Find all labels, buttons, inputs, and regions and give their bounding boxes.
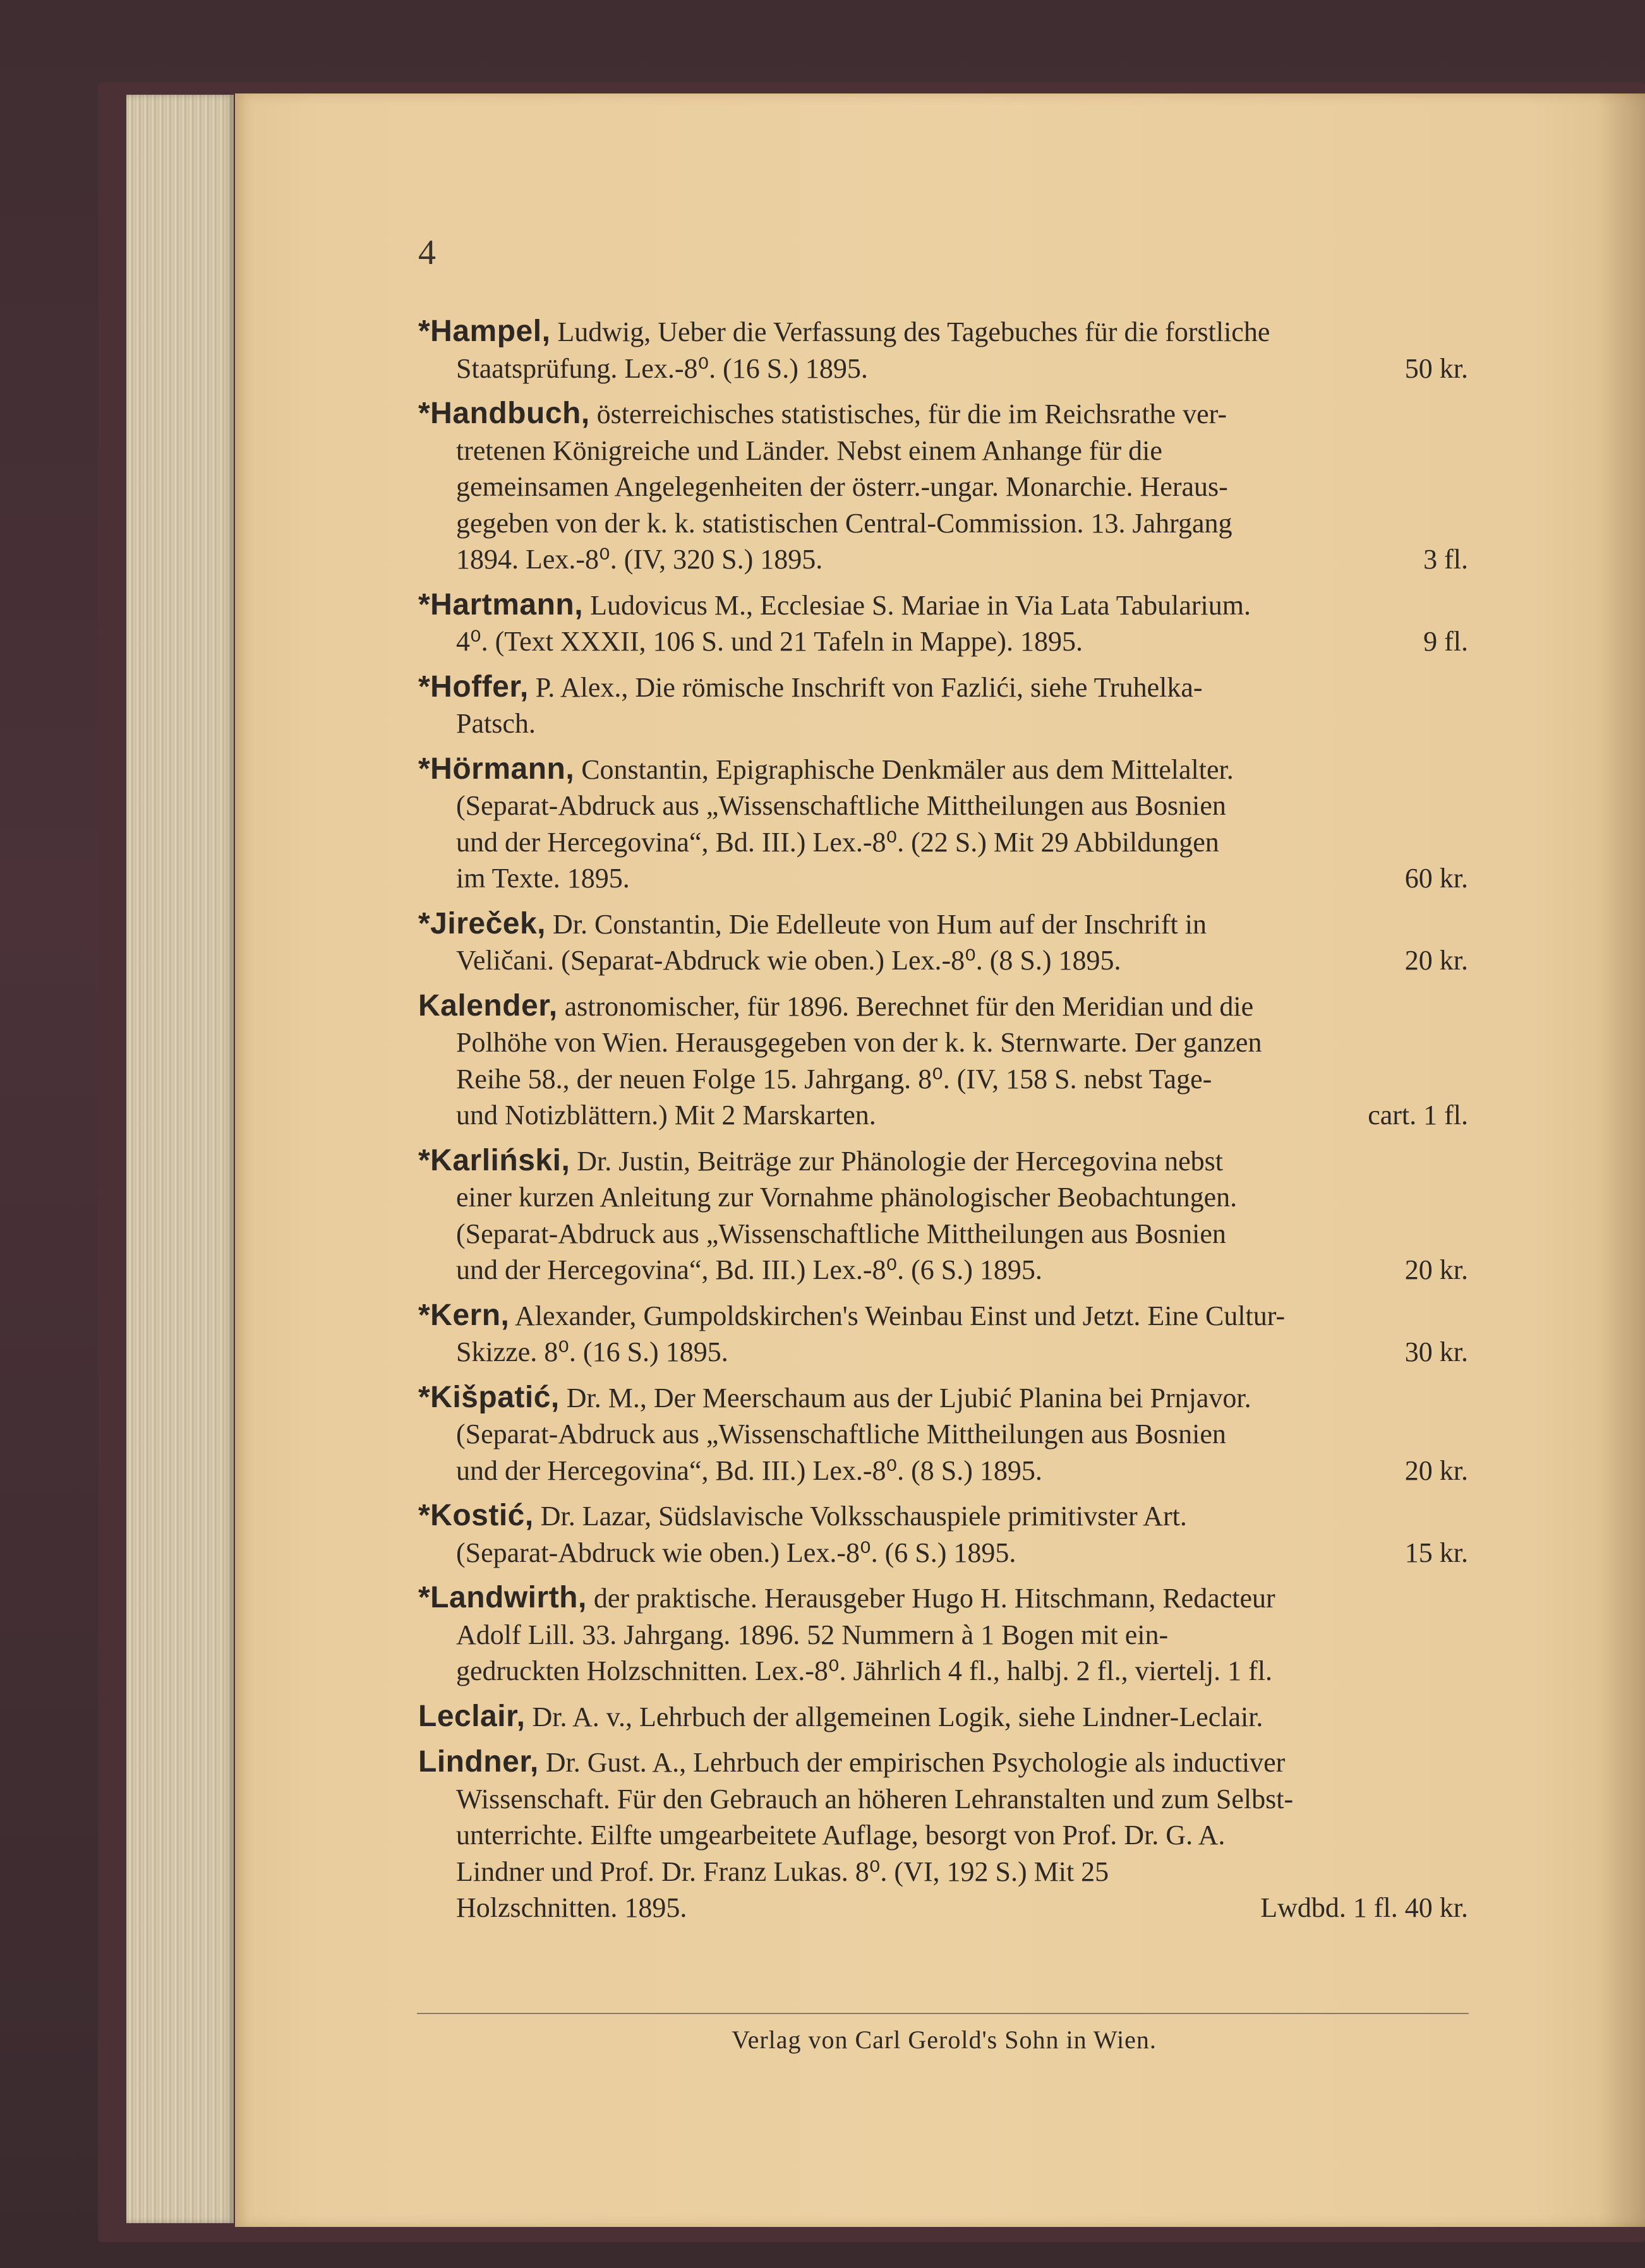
entry-line xyxy=(418,1535,1468,1571)
entry-text: gedruckten Holzschnitten. Lex.-8⁰. Jährlich 4 fl., halbj. 2 fl., viertelj. 1 fl. xyxy=(456,1655,1273,1686)
entry-text: Staatsprüfung. Lex.-8⁰. (16 S.) 1895. xyxy=(456,352,868,384)
entry-price: 60 kr. xyxy=(1404,863,1468,894)
entry-text: Dr. M., Der Meerschaum aus der Ljubić Planina bei Prnjavor. xyxy=(566,1382,1251,1413)
entry-line xyxy=(418,1143,1468,1180)
entry-price: 20 kr. xyxy=(1404,1254,1468,1285)
entry-text: und der Hercegovina“, Bd. III.) Lex.-8⁰. (22 S.) Mit 29 Abbildungen xyxy=(456,826,1219,858)
entry-text: der praktische. Herausgeber Hugo H. Hitschmann, Redacteur xyxy=(593,1583,1275,1614)
entry-price: 9 fl. xyxy=(1423,626,1468,657)
catalog-entry xyxy=(418,669,1468,742)
entry-text: Ludwig, Ueber die Verfassung des Tagebuches für die forstliche xyxy=(557,316,1270,347)
entry-text: Polhöhe von Wien. Herausgegeben von der k. k. Sternwarte. Der ganzen xyxy=(456,1027,1262,1058)
entry-line xyxy=(418,1179,1468,1216)
entry-line xyxy=(418,988,1468,1025)
entry-line xyxy=(418,1497,1468,1535)
catalog-entry xyxy=(418,587,1468,660)
entry-price: 50 kr. xyxy=(1404,352,1468,384)
catalog-entry xyxy=(418,1297,1468,1371)
entry-line xyxy=(418,1297,1468,1335)
entry-text: Dr. Justin, Beiträge zur Phänologie der Hercegovina nebst xyxy=(577,1145,1224,1177)
page-fold-shadow xyxy=(1598,93,1645,2227)
footer-divider xyxy=(417,2013,1469,2014)
entry-line xyxy=(418,1061,1468,1098)
entry-text: Dr. Lazar, Südslavische Volksschauspiele primitivster Art. xyxy=(540,1501,1187,1532)
entry-text: (Separat-Abdruck aus „Wissenschaftliche Mittheilungen aus Bosnien xyxy=(456,1218,1226,1249)
entry-line xyxy=(418,1781,1468,1818)
entry-line xyxy=(418,1617,1468,1653)
entry-text: 1894. Lex.-8⁰. (IV, 320 S.) 1895. xyxy=(456,544,823,575)
entry-text: gemeinsamen Angelegenheiten der österr.-ungar. Monarchie. Heraus- xyxy=(456,471,1228,502)
entry-line xyxy=(418,788,1468,824)
catalog-entry xyxy=(418,988,1468,1134)
entry-line xyxy=(418,623,1468,660)
entry-line xyxy=(418,1890,1468,1926)
entry-author: *Kostić, xyxy=(418,1499,534,1532)
entry-text: astronomischer, für 1896. Berechnet für den Meridian und die xyxy=(564,990,1254,1022)
entry-line xyxy=(418,505,1468,542)
entry-line xyxy=(418,433,1468,469)
entry-price: cart. 1 fl. xyxy=(1368,1100,1468,1131)
entry-line xyxy=(418,1854,1468,1890)
entry-line xyxy=(418,1379,1468,1417)
catalog-entry xyxy=(418,1143,1468,1288)
entry-line xyxy=(418,541,1468,578)
entry-line xyxy=(418,1453,1468,1489)
catalog-entry xyxy=(418,751,1468,897)
entry-line xyxy=(418,860,1468,897)
entry-author: *Karliński, xyxy=(418,1143,570,1177)
entry-text: Skizze. 8⁰. (16 S.) 1895. xyxy=(456,1336,728,1367)
entry-line xyxy=(418,1097,1468,1134)
entry-line xyxy=(418,1024,1468,1061)
entry-author: *Hoffer, xyxy=(418,669,529,704)
catalog-entry xyxy=(418,906,1468,979)
page-number: 4 xyxy=(418,233,436,272)
entry-line xyxy=(418,1580,1468,1617)
entry-line xyxy=(418,1698,1468,1736)
entry-text: P. Alex., Die römische Inschrift von Fazlići, siehe Truhelka- xyxy=(535,671,1203,703)
entry-text: (Separat-Abdruck wie oben.) Lex.-8⁰. (6 S.) 1895. xyxy=(456,1537,1016,1568)
entry-author: *Handbuch, xyxy=(418,397,590,430)
entry-text: Alexander, Gumpoldskirchen's Weinbau Einst und Jetzt. Eine Cultur- xyxy=(514,1300,1286,1331)
entry-text: Ludovicus M., Ecclesiae S. Mariae in Via Lata Tabularium. xyxy=(590,589,1251,621)
entry-text: (Separat-Abdruck aus „Wissenschaftliche Mittheilungen aus Bosnien xyxy=(456,1419,1226,1449)
entry-author: *Jireček, xyxy=(418,906,546,940)
entry-text: Holzschnitten. 1895. xyxy=(456,1892,687,1923)
entry-text: und der Hercegovina“, Bd. III.) Lex.-8⁰. (6 S.) 1895. xyxy=(456,1254,1042,1285)
entry-author: *Hartmann, xyxy=(418,587,584,621)
entry-author: *Hampel, xyxy=(418,315,551,348)
entry-line xyxy=(418,669,1468,706)
entry-text: Veličani. (Separat-Abdruck wie oben.) Lex.-8⁰. (8 S.) 1895. xyxy=(456,945,1121,976)
entry-text: unterrichte. Eilfte umgearbeitete Auflage, besorgt von Prof. Dr. G. A. xyxy=(456,1820,1226,1851)
entry-line xyxy=(418,1334,1468,1371)
entry-text: tretenen Königreiche und Länder. Nebst einem Anhange für die xyxy=(456,435,1162,466)
entry-line xyxy=(418,395,1468,433)
entry-text: Dr. Gust. A., Lehrbuch der empirischen Psychologie als inductiver xyxy=(545,1747,1286,1778)
entry-line xyxy=(418,351,1468,387)
entry-line xyxy=(418,469,1468,505)
entry-text: gegeben von der k. k. statistischen Central-Commission. 13. Jahrgang xyxy=(456,507,1232,539)
entry-author: *Landwirth, xyxy=(418,1581,587,1614)
entry-text: einer kurzen Anleitung zur Vornahme phänologischer Beobachtungen. xyxy=(456,1182,1238,1213)
entry-line xyxy=(418,1216,1468,1252)
entry-price: 15 kr. xyxy=(1404,1537,1468,1568)
entry-price: 20 kr. xyxy=(1404,1455,1468,1486)
entry-line xyxy=(418,313,1468,351)
catalog-entries xyxy=(418,313,1468,1935)
entry-author: *Hörmann, xyxy=(418,752,575,786)
entry-line xyxy=(418,1817,1468,1854)
entry-price: 30 kr. xyxy=(1404,1336,1468,1367)
entry-text: 4⁰. (Text XXXII, 106 S. und 21 Tafeln in Mappe). 1895. xyxy=(456,626,1083,657)
entry-author: Kalender, xyxy=(418,988,558,1023)
entry-line xyxy=(418,824,1468,861)
entry-line xyxy=(418,906,1468,943)
page-stack-edge xyxy=(126,95,234,2223)
entry-price: 3 fl. xyxy=(1423,544,1468,575)
catalog-entry xyxy=(418,1744,1468,1926)
entry-text: Patsch. xyxy=(456,708,536,739)
entry-text: Lindner und Prof. Dr. Franz Lukas. 8⁰. (VI, 192 S.) Mit 25 xyxy=(456,1856,1109,1887)
entry-text: und Notizblättern.) Mit 2 Marskarten. xyxy=(456,1100,876,1131)
entry-line xyxy=(418,1744,1468,1781)
catalog-entry xyxy=(418,1580,1468,1689)
entry-line xyxy=(418,587,1468,624)
entry-text: im Texte. 1895. xyxy=(456,863,630,894)
entry-author: Lindner, xyxy=(418,1745,539,1779)
catalog-entry xyxy=(418,1698,1468,1736)
catalog-entry xyxy=(418,1497,1468,1571)
entry-author: Leclair, xyxy=(418,1699,526,1733)
entry-price: Lwdbd. 1 fl. 40 kr. xyxy=(1260,1892,1468,1923)
catalog-entry xyxy=(418,1379,1468,1489)
entry-line xyxy=(418,1252,1468,1288)
entry-text: und der Hercegovina“, Bd. III.) Lex.-8⁰. (8 S.) 1895. xyxy=(456,1455,1042,1486)
entry-line xyxy=(418,942,1468,979)
entry-text: (Separat-Abdruck aus „Wissenschaftliche Mittheilungen aus Bosnien xyxy=(456,790,1226,821)
entry-text: österreichisches statistisches, für die im Reichsrathe ver- xyxy=(596,399,1227,429)
entry-author: *Kern, xyxy=(418,1298,510,1332)
entry-text: Dr. Constantin, Die Edelleute von Hum auf der Inschrift in xyxy=(553,908,1207,940)
catalog-entry xyxy=(418,395,1468,578)
entry-text: Constantin, Epigraphische Denkmäler aus dem Mittelalter. xyxy=(581,753,1234,785)
publisher-footer: Verlag von Carl Gerold's Sohn in Wien. xyxy=(732,2025,1157,2054)
entry-text: Reihe 58., der neuen Folge 15. Jahrgang. 8⁰. (IV, 158 S. nebst Tage- xyxy=(456,1063,1212,1095)
entry-line xyxy=(418,751,1468,788)
catalog-entry xyxy=(418,313,1468,387)
entry-author: *Kišpatić, xyxy=(418,1380,560,1414)
entry-line xyxy=(418,1653,1468,1689)
entry-line xyxy=(418,705,1468,742)
entry-text: Wissenschaft. Für den Gebrauch an höheren Lehranstalten und zum Selbst- xyxy=(456,1783,1294,1815)
entry-text: Dr. A. v., Lehrbuch der allgemeinen Logik, siehe Lindner-Leclair. xyxy=(532,1701,1263,1732)
entry-line xyxy=(418,1416,1468,1453)
entry-text: Adolf Lill. 33. Jahrgang. 1896. 52 Nummern à 1 Bogen mit ein- xyxy=(456,1619,1169,1650)
entry-price: 20 kr. xyxy=(1404,945,1468,976)
